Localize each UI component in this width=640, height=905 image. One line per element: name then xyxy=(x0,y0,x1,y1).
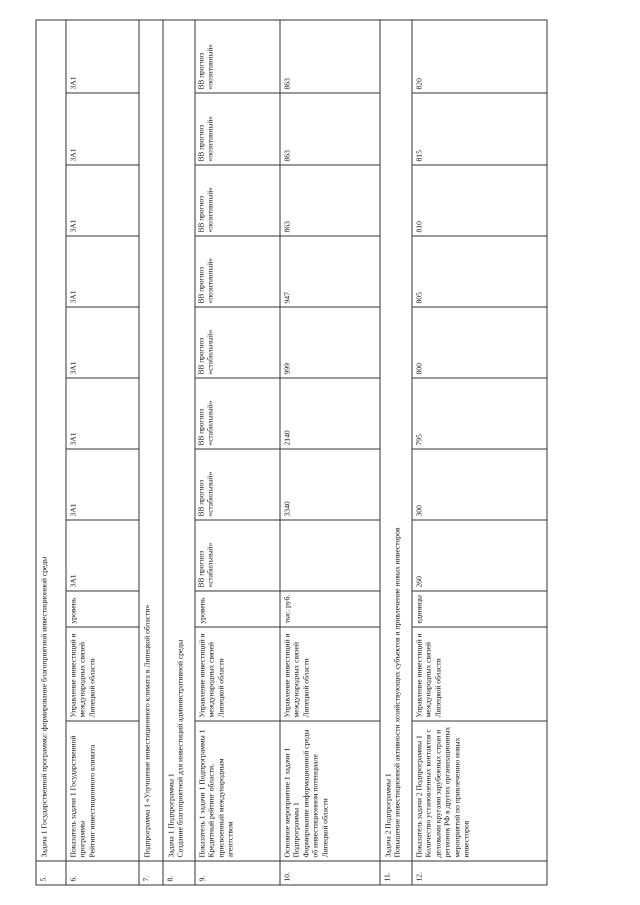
value-cell: ВВ прогноз «позитивный» xyxy=(195,236,280,307)
value-cell: ВВ прогноз «позитивный» xyxy=(195,165,280,236)
value-cell: 795 xyxy=(412,378,547,449)
value-cell: 999 xyxy=(280,307,380,378)
section-header: Задача 1 Государственной программы: формирование благоприятной инвестиционной среды xyxy=(36,19,66,860)
value-cell: ВВ прогноз «позитивный» xyxy=(195,93,280,165)
value-cell: ВВ прогноз «стабильный» xyxy=(195,449,280,520)
unit-cell: единицы xyxy=(412,591,547,627)
table-row xyxy=(195,19,280,884)
value-cell: 300 xyxy=(412,449,547,520)
table-row xyxy=(280,19,380,884)
rotated-document-page xyxy=(35,20,605,885)
indicator-name: Показатель задачи 1 Государственной программы Рейтинг инвестиционного климата xyxy=(66,721,139,861)
row-number: 11. xyxy=(380,861,412,885)
program-indicators-table xyxy=(35,19,547,885)
value-cell: 3А1 xyxy=(66,165,139,236)
row-number: 9. xyxy=(195,861,280,885)
table-row xyxy=(139,19,163,884)
value-cell: 863 xyxy=(280,19,380,92)
value-cell: 3А1 xyxy=(66,520,139,591)
unit-cell: тыс. руб. xyxy=(280,591,380,627)
indicator-name: Показатель 1 задачи 1 Подпрограммы 1 Кредитный рейтинг области, присвоенный международным агентством xyxy=(195,721,280,861)
value-cell: 3А1 xyxy=(66,378,139,449)
row-number: 10. xyxy=(280,861,380,885)
row-number: 8. xyxy=(163,861,195,885)
table-row xyxy=(66,19,139,884)
value-cell: 800 xyxy=(412,307,547,378)
value-cell: 810 xyxy=(412,165,547,236)
value-cell: 3А1 xyxy=(66,93,139,165)
value-cell: 3А1 xyxy=(66,19,139,92)
executor-cell: Управление инвестиций и международных связей Липецкой области xyxy=(195,627,280,721)
value-cell: 3А1 xyxy=(66,449,139,520)
subprogram-header: Подпрограмма 1 «Улучшение инвестиционного климата в Липецкой области» xyxy=(139,19,163,860)
table-row xyxy=(163,19,195,884)
value-cell: ВВ прогноз «стабильный» xyxy=(195,520,280,591)
executor-cell: Управление инвестиций и международных связей Липецкой области xyxy=(412,627,547,721)
task-header: Задача 2 Подпрограммы 1 Повышение инвестиционной активности хозяйствующих субъектов и привлечение новых инвесторов xyxy=(380,19,412,860)
table-row xyxy=(36,19,66,884)
table-row xyxy=(412,19,547,884)
value-cell: 3А1 xyxy=(66,236,139,307)
indicator-name: Основное мероприятие 1 задачи 1 Подпрограммы 1 Формирование информационной среды об инвестиционном потенциале Липецкой области xyxy=(280,721,380,861)
value-cell: 815 xyxy=(412,93,547,165)
value-cell: 820 xyxy=(412,19,547,92)
value-cell: 3А1 xyxy=(66,307,139,378)
value-cell: 805 xyxy=(412,236,547,307)
executor-cell: Управление инвестиций и международных связей Липецкой области xyxy=(66,627,139,721)
value-cell: 863 xyxy=(280,93,380,165)
task-header: Задача 1 Подпрограммы 1 Создание благоприятной для инвестиций административной среды xyxy=(163,19,195,860)
value-cell: 3340 xyxy=(280,449,380,520)
unit-cell: уровень xyxy=(66,591,139,627)
table-row xyxy=(380,19,412,884)
value-cell: 260 xyxy=(412,520,547,591)
row-number: 12. xyxy=(412,861,547,885)
row-number: 7. xyxy=(139,861,163,885)
value-cell: ВВ прогноз «стабильный» xyxy=(195,307,280,378)
row-number: 6. xyxy=(66,861,139,885)
value-cell: 2140 xyxy=(280,378,380,449)
value-cell xyxy=(280,520,380,591)
unit-cell: уровень xyxy=(195,591,280,627)
value-cell: 947 xyxy=(280,236,380,307)
indicator-name: Показатель задачи 2 Подпрограммы 1 Количество установленных контактов с деловыми кругами зарубежных стран и регионов РФ в других организационных мероприятий по привлечению новых инвесторов xyxy=(412,721,547,861)
value-cell: ВВ прогноз «стабильный» xyxy=(195,378,280,449)
value-cell: ВВ прогноз «позитивный» xyxy=(195,19,280,92)
executor-cell: Управление инвестиций и международных связей Липецкой области xyxy=(280,627,380,721)
value-cell: 863 xyxy=(280,165,380,236)
row-number: 5. xyxy=(36,861,66,885)
